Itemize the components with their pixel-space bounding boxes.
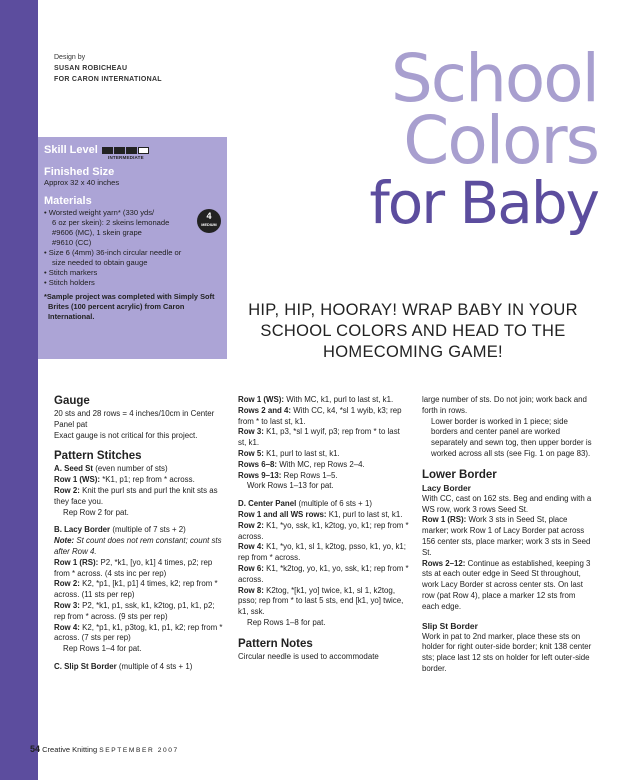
gauge-heading: Gauge	[54, 395, 90, 407]
title-line-2: Colors	[403, 102, 598, 179]
lacy-border-text: With CC, cast on 162 sts. Beg and ending with a WS row, work 3 rows Seed St.	[422, 493, 592, 514]
pattern-notes-text: Circular needle is used to accommodate	[238, 651, 379, 661]
gauge-note: Exact gauge is not critical for this project.	[54, 430, 198, 440]
instruction-row: Row 1 (RS): Work 3 sts in Seed St, place marker; work Row 1 of Lacy Border pat across 156 center sts, place marker; work 3 sts in Seed St.	[422, 515, 591, 557]
material-item: size needed to obtain gauge	[52, 258, 148, 267]
gauge-text: 20 sts and 28 rows = 4 inches/10cm in Center Panel pat	[54, 409, 215, 429]
stitch-a: A. Seed St (even number of sts)	[54, 464, 168, 474]
yarn-weight-label: MEDIUM	[201, 223, 217, 227]
skill-caption: INTERMEDIATE	[108, 155, 144, 160]
instruction-row: Rows 2 and 4: With CC, k4, *sl 1 wyib, k3; rep from * to last st, k1.	[238, 405, 402, 426]
slip-st-border-text: Work in pat to 2nd marker, place these sts on holder for right outer-side border; knit 138 center sts; place last 12 sts on holder for left outer-side border.	[422, 631, 592, 673]
instruction-row: Row 2: K2, *p1, [k1, p1] 4 times, k2; rep from * across. (11 sts per rep)	[54, 579, 218, 600]
stitch-b: B. Lacy Border (multiple of 7 sts + 2)	[54, 525, 186, 535]
repeat-note: Rep Rows 1–4 for pat.	[63, 644, 142, 654]
repeat-note: Rep Row 2 for pat.	[63, 507, 129, 517]
designer-name: SUSAN ROBICHEAU	[54, 65, 128, 72]
instruction-row: Rows 6–8: With MC, rep Rows 2–4.	[238, 459, 365, 469]
instructions-columns	[54, 395, 598, 675]
pattern-notes-cont: large number of sts. Do not join; work back and forth in rows.	[422, 395, 587, 415]
sidebar-color-bar	[0, 0, 41, 780]
lacy-border-heading: Lacy Border	[422, 482, 471, 493]
stitch-c: C. Slip St Border (multiple of 4 sts + 1)	[54, 661, 193, 671]
lower-border-heading: Lower Border	[422, 468, 497, 481]
skill-pip-empty	[138, 147, 149, 154]
instruction-row: Row 8: K2tog, *[k1, yo] twice, k1, sl 1, k2tog, psso; rep from * to last 5 sts, end [k1, yo] twice, k1, ssk.	[238, 585, 404, 617]
page-number: 54	[30, 744, 41, 754]
skill-level-heading: Skill Level	[44, 144, 98, 156]
finished-size-value: Approx 32 x 40 inches	[44, 178, 120, 187]
magazine-name: Creative Knitting	[42, 745, 98, 754]
designer-credit	[54, 52, 162, 85]
materials-list	[44, 208, 221, 288]
title-line-3: for Baby	[369, 169, 598, 237]
column-2	[238, 395, 410, 675]
yarn-weight-number: 4	[206, 211, 212, 221]
material-item: • Stitch markers	[44, 268, 221, 278]
instruction-row: Row 1 (RS): P2, *k1, [yo, k1] 4 times, p2; rep from * across. (4 sts inc per rep)	[54, 557, 213, 578]
page-title	[369, 40, 598, 237]
repeat-note: Rep Rows 1–8 for pat.	[247, 617, 326, 627]
skill-pip	[126, 147, 137, 154]
page-footer	[30, 744, 179, 754]
instruction-row: Row 2: Knit the purl sts and purl the knit sts as they face you.	[54, 485, 218, 506]
instruction-row: Row 5: K1, purl to last st, k1.	[238, 448, 340, 458]
instruction-row: Rows 2–12: Continue as established, keeping 3 sts at each outer edge in Seed St throughout, work Lacy Border st across center sts. On last row (pat Row 4), place a marker 12 sts from each edge.	[422, 558, 591, 611]
issue-date: SEPTEMBER 2007	[99, 747, 179, 754]
materials-heading: Materials	[44, 195, 92, 207]
pattern-notes-blanket: Lower border is worked in 1 piece; side borders and center panel are worked separately and sewn tog, then upper border is worked across all sts (see Fig. 1 on page 83).	[431, 416, 592, 458]
instruction-row: Row 1 and all WS rows: K1, purl to last st, k1.	[238, 509, 403, 519]
instruction-row: Rows 9–13: Rep Rows 1–5.	[238, 470, 338, 480]
instruction-row: Row 3: K1, p3, *sl 1 wyif, p3; rep from * to last st, k1.	[238, 427, 400, 448]
skill-pip	[114, 147, 125, 154]
instruction-row: Row 4: K1, *yo, k1, sl 1, k2tog, psso, k1, yo, k1; rep from * across.	[238, 542, 406, 563]
designer-company: FOR CARON INTERNATIONAL	[54, 76, 162, 83]
material-item: #9610 (CC)	[52, 238, 92, 247]
note: Note: St count does not rem constant; count sts after Row 4.	[54, 536, 222, 556]
instruction-row: Row 3: P2, *k1, p1, ssk, k1, k2tog, p1, k1, p2; rep from * across. (9 sts per rep)	[54, 600, 215, 621]
material-item: • Size 6 (4mm) 36-inch circular needle or	[44, 248, 221, 258]
instruction-row: Row 1 (WS): *K1, p1; rep from * across.	[54, 475, 195, 485]
slip-st-border-heading: Slip St Border	[422, 620, 478, 631]
column-1	[54, 395, 226, 675]
specs-box	[38, 137, 227, 359]
instruction-row: Row 1 (WS): With MC, k1, purl to last st, k1.	[238, 395, 394, 404]
instruction-row: Row 2: K1, *yo, ssk, k1, k2tog, yo, k1; rep from * across.	[238, 520, 409, 541]
column-3	[422, 395, 594, 675]
skill-meter	[102, 147, 149, 154]
material-item: #9606 (MC), 1 skein grape	[52, 228, 142, 237]
finished-size-heading: Finished Size	[44, 166, 115, 178]
repeat-note: Work Rows 1–13 for pat.	[247, 481, 334, 491]
yarn-note: *Sample project was completed with Simply Soft Brites (100 percent acrylic) from Caron International.	[44, 292, 215, 321]
material-item: 6 oz per skein): 2 skeins lemonade	[52, 218, 170, 227]
instruction-row: Row 4: K2, *p1, k1, p3tog, k1, p1, k2; rep from * across. (7 sts per rep)	[54, 622, 223, 643]
material-item: • Stitch holders	[44, 278, 221, 288]
pattern-notes-heading: Pattern Notes	[238, 637, 313, 650]
tagline: HIP, HIP, HOORAY! WRAP BABY IN YOUR SCHOOL COLORS AND HEAD TO THE HOMECOMING GAME!	[248, 301, 578, 361]
yarn-weight-icon	[197, 209, 221, 233]
instruction-row: Row 6: K1, *k2tog, yo, k1, yo, ssk, k1; rep from * across.	[238, 563, 409, 584]
material-item: • Worsted weight yarn* (330 yds/	[44, 208, 221, 218]
skill-pip	[102, 147, 113, 154]
stitch-d: D. Center Panel (multiple of 6 sts + 1)	[238, 499, 372, 509]
pattern-stitches-heading: Pattern Stitches	[54, 450, 142, 463]
title-line-1: School	[390, 40, 598, 117]
credit-label: Design by	[54, 54, 86, 61]
